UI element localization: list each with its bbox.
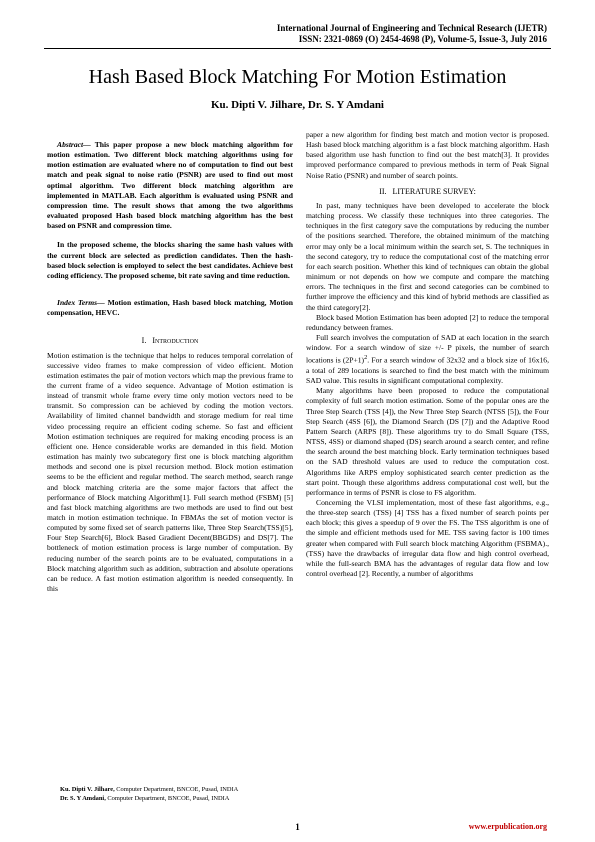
affiliation-1-detail: Computer Department, BNCOE, Pusad, INDIA <box>114 786 239 793</box>
left-column <box>47 140 293 594</box>
section1-heading <box>47 336 293 346</box>
abstract <box>47 140 293 231</box>
affiliation-2 <box>60 794 300 803</box>
index-terms-text: Motion estimation, Hash based block matching, Motion compensation, HEVC. <box>47 298 293 318</box>
affiliation-2-detail: Computer Department, BNCOE, Pusad, INDIA <box>105 795 230 802</box>
index-terms-label: Index Terms— <box>57 298 105 308</box>
issn-line: ISSN: 2321-0869 (O) 2454-4698 (P), Volume-5, Issue-3, July 2016 <box>298 34 547 44</box>
section1-title: Introduction <box>152 336 199 346</box>
index-terms <box>47 298 293 318</box>
section2-title: LITERATURE SURVEY: <box>392 186 476 196</box>
section2-p5: Concerning the VLSI implementation, most of these fast algorithms, e.g., the three-step search (TSS) [4] TSS has a fixed number of search points per each block; this gives a speedup of 9 over the FS. The TSS algorithm is one of the simple and efficient methods used for ME. TSS saving factor is 100 times greater when compared with Full search block matching Algorithm (FSBMA)., (TSS) have the drawbacks of irregular data flow and high control overhead, while the full-search BMA has the advantages of regular data flow and low control overhead [2]. Recently, a number of algorithms <box>306 498 549 579</box>
affiliation-2-name: Dr. S. Y Amdani, <box>60 795 106 802</box>
affiliation-1-name: Ku. Dipti V. Jilhare, <box>60 786 115 793</box>
paper-authors: Ku. Dipti V. Jilhare, Dr. S. Y Amdani <box>211 99 384 111</box>
section2-number: II. <box>379 186 387 196</box>
abstract-label: Abstract— <box>57 140 91 149</box>
abstract-para2: In the proposed scheme, the blocks sharing the same hash values with the current block are selected as prediction candidates. Then the hash-based block selection is employed to select the best candidates. Achieve best coding efficiency. The proposed scheme, bit rate saving and time reduction. <box>47 240 293 280</box>
section2-heading <box>306 187 549 197</box>
section2-p2: Block based Motion Estimation has been adopted [2] to reduce the temporal redundancy between frames. <box>306 312 549 332</box>
right-column <box>306 130 549 579</box>
page-number: 1 <box>295 822 300 832</box>
section2-p3 <box>306 333 549 386</box>
section1-number: I. <box>141 336 147 346</box>
section2-p1: In past, many techniques have been developed to accelerate the block matching process. We classify these techniques into three categories. The techniques in the first category save the computations by reducing the number of the positions searched. Therefore, the obtained minimum of the matching error may only be a local minimum within the search set, S. The techniques in the second category, try to reduce the computational cost of the matching error for each search position. Whether this kind of techniques can obtain the global minimum or not depends on how we compute and compare the matching errors. The techniques in the first and second categories can be combined to further improve the efficiency and this kind of hybrid methods are classified as the third category[2]. <box>306 200 549 312</box>
section1-text: Motion estimation is the technique that helps to reduces temporal correlation of successive video frames to make compression of video efficient. Motion estimation estimates the pair of motion vectors which map the previous frame to the current frame of a video sequence. Advantage of Motion estimation is instead of transmit whole frame every time only motion vectors need to be transmit. So compression can be achieved by coding the motion vectors. Availability of limited channel bandwidth and storage medium for real time video processing require an efficient coding scheme. So fast and efficient Motion estimation techniques are required for making encoding process is an efficient one. Hence considerable works are demanded in this field. Motion estimation has mainly two subcategory first one is block matching algorithm methods and second one is pixel recursion method. Block motion estimation seems to be the efficient and regular method. The search method, search range and block matching criteria are the some major factors that affect the performance of Block matching Algorithm[1]. Full search method (FSBM) [5] and fast block matching algorithms are two methods are used to find out best match in motion estimation technique. In FBMAs the set of motion vector is computed by some fixed set of search patterns like, Three Step Search(TSS)[5], Four Step Search[6], Block Based Gradient Decent(BBGDS) and DS[7]. The bottleneck of motion estimation process is large number of computation. By reducing number of the search points are to be evaluated, computations in a Block matching algorithm such as addition, subtraction and absolute operations can be reduce. A fast motion estimation algorithm is needed consequently. In this <box>47 350 293 594</box>
website-link[interactable]: www.erpublication.org <box>468 822 547 831</box>
paper-title: Hash Based Block Matching For Motion Estimation <box>88 66 507 88</box>
affiliation-1 <box>60 785 300 794</box>
journal-name: International Journal of Engineering and Technical Research (IJETR) <box>276 23 547 33</box>
section2-p4: Many algorithms have been proposed to reduce the computational complexity of full search motion estimation. Some of the popular ones are the Three Step Search (TSS [4]), the New Three Step Search (NTSS [5]), the Four Step Search (4SS [6]), the Diamond Search (DS [7]) and the Adaptive Rood Pattern Search (ARPS [8]). These algorithms try to do Small Square (TSS, NTSS, 4SS) or diamond shaped (DS) search around a search center, and refine the search around the best matching block. Early termination techniques based on the SAD threshold values are used to reduce the computation cost. Algorithms like ARPS employ sophisticated search center prediction as the start point. Though these algorithms address computational cost well, but the performance in terms of PSNR is close to FS algorithm. <box>306 386 549 497</box>
right-intro: paper a new algorithm for finding best match and motion vector is proposed. Hash based block matching algorithm is a fast block matching algorithm. Hash based algorithm use hash function to find out the best match[3]. It provides improved performance compared to previous methods in term of Peak Signal Noise Ratio (PSNR) and number of search points. <box>306 130 549 180</box>
journal-header <box>277 23 547 45</box>
header-rule <box>44 48 551 49</box>
section2-p3-sup: 2 <box>364 354 368 362</box>
section2-p3-b: . For a search window of 32x32 and a block size of 16x16, a total of 289 locations is searched to find the best match with the minimum SAD value. This results in significant computational complexity. <box>306 355 549 386</box>
affiliations <box>60 785 300 803</box>
section2-p3-a: Full search involves the computation of SAD at each location in the search window. For a search window of size +/- P pixels, the number of search locations is (2P+1) <box>306 332 549 365</box>
abstract-text: This paper propose a new block matching algorithm for motion estimation. Two different block matching algorithms using for motion estimation are evaluated where no of computation to find out best match and peak signal to noise ratio (PSNR) are used to find out most optimal algorithm. Two different block matching algorithm are implemented in MATLAB. Each algorithm is evaluated using PSNR and compression time. The result shows that among the two algorithms evaluated proposed Hash based block matching algorithm has the best based on PSNR and compression time. <box>47 140 293 231</box>
